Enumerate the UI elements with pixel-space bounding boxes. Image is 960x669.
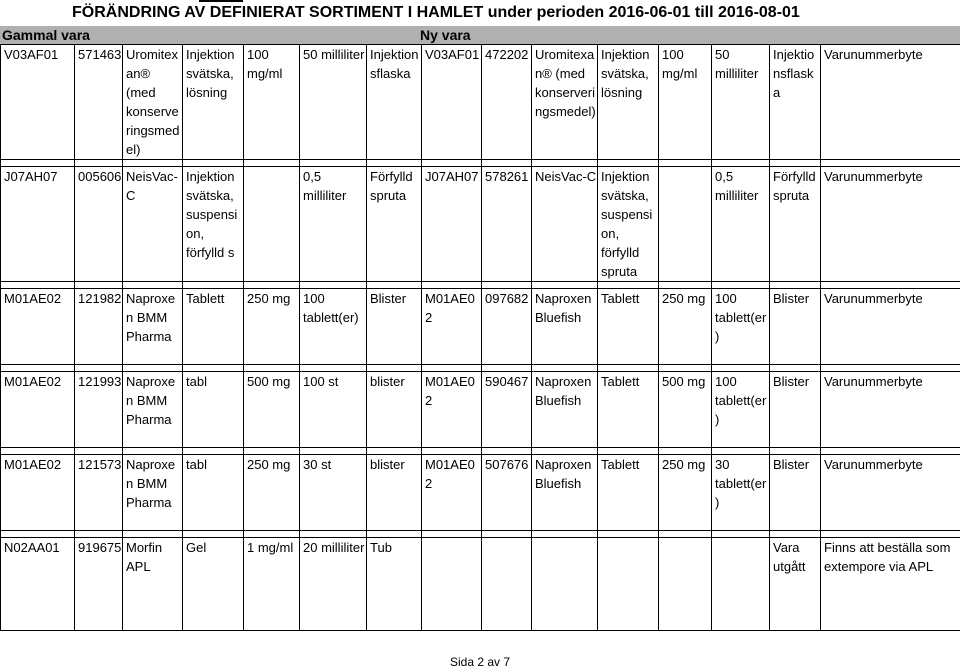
strength-cell: 100 mg/ml	[244, 45, 300, 160]
new-package-size-cell: 50 milliliter	[712, 45, 770, 160]
title-overline	[199, 0, 243, 2]
new-package-size-cell: 100 tablett(er)	[712, 372, 770, 448]
dosage-form-cell: tabl	[183, 372, 244, 448]
comment-cell: Varunummerbyte	[821, 289, 960, 365]
dosage-form-cell: Injektion svätska, lösning	[183, 45, 244, 160]
new-package-size-cell: 100 tablett(er)	[712, 289, 770, 365]
article-number-cell: 121573	[75, 455, 123, 531]
new-item-header: Ny vara	[420, 27, 471, 43]
article-number-cell: 121993	[75, 372, 123, 448]
new-strength-cell: 100 mg/ml	[659, 45, 712, 160]
new-article-number-cell: 472202	[482, 45, 532, 160]
strength-cell: 1 mg/ml	[244, 538, 300, 631]
strength-cell	[244, 167, 300, 282]
product-name-cell: Naproxen BMM Pharma	[123, 372, 183, 448]
new-article-number-cell	[482, 538, 532, 631]
package-size-cell: 50 milliliter	[300, 45, 367, 160]
article-number-cell: 005606	[75, 167, 123, 282]
new-atc-code-cell: M01AE02	[422, 289, 482, 365]
column-group-header	[0, 26, 960, 45]
new-product-name-cell: Naproxen Bluefish	[532, 289, 598, 365]
dosage-form-cell: tabl	[183, 455, 244, 531]
article-number-cell: 571463	[75, 45, 123, 160]
atc-code-cell: M01AE02	[1, 372, 75, 448]
new-strength-cell	[659, 167, 712, 282]
new-article-number-cell: 097682	[482, 289, 532, 365]
new-package-type-cell: Blister	[770, 289, 821, 365]
new-strength-cell: 250 mg	[659, 289, 712, 365]
dosage-form-cell: Gel	[183, 538, 244, 631]
table-row	[1, 538, 960, 631]
package-size-cell: 100 st	[300, 372, 367, 448]
strength-cell: 250 mg	[244, 289, 300, 365]
new-product-name-cell: Naproxen Bluefish	[532, 455, 598, 531]
dosage-form-cell: Injektion svätska, suspension, förfylld s	[183, 167, 244, 282]
product-name-cell: Morfin APL	[123, 538, 183, 631]
product-name-cell: Naproxen BMM Pharma	[123, 289, 183, 365]
product-name-cell: Naproxen BMM Pharma	[123, 455, 183, 531]
new-product-name-cell: Naproxen Bluefish	[532, 372, 598, 448]
strength-cell: 250 mg	[244, 455, 300, 531]
row-spacer	[1, 365, 960, 372]
table-row	[1, 167, 960, 282]
new-package-type-cell: Blister	[770, 372, 821, 448]
package-type-cell: Blister	[367, 289, 422, 365]
package-size-cell: 30 st	[300, 455, 367, 531]
atc-code-cell: J07AH07	[1, 167, 75, 282]
title-bar	[0, 0, 960, 24]
new-strength-cell: 250 mg	[659, 455, 712, 531]
comment-cell: Varunummerbyte	[821, 372, 960, 448]
comment-cell: Finns att beställa som extempore via APL	[821, 538, 960, 631]
table-row	[1, 45, 960, 160]
comment-cell: Varunummerbyte	[821, 45, 960, 160]
new-dosage-form-cell: Tablett	[598, 455, 659, 531]
new-package-type-cell: Injektionsflaska	[770, 45, 821, 160]
row-spacer	[1, 282, 960, 289]
old-item-header: Gammal vara	[2, 27, 90, 43]
package-size-cell: 20 milliliter	[300, 538, 367, 631]
comment-cell: Varunummerbyte	[821, 167, 960, 282]
new-atc-code-cell	[422, 538, 482, 631]
row-spacer	[1, 160, 960, 167]
dosage-form-cell: Tablett	[183, 289, 244, 365]
atc-code-cell: N02AA01	[1, 538, 75, 631]
new-article-number-cell: 507676	[482, 455, 532, 531]
new-package-type-cell: Förfylld spruta	[770, 167, 821, 282]
new-strength-cell: 500 mg	[659, 372, 712, 448]
package-type-cell: blister	[367, 455, 422, 531]
article-number-cell: 919675	[75, 538, 123, 631]
atc-code-cell: M01AE02	[1, 289, 75, 365]
new-package-size-cell	[712, 538, 770, 631]
new-dosage-form-cell: Injektion svätska, suspension, förfylld spruta	[598, 167, 659, 282]
package-type-cell: Injektionsflaska	[367, 45, 422, 160]
page-footer: Sida 2 av 7	[449, 655, 511, 669]
product-name-cell: Uromitexan® (med konserveringsmedel)	[123, 45, 183, 160]
new-package-size-cell: 0,5 milliliter	[712, 167, 770, 282]
new-product-name-cell: NeisVac-C	[532, 167, 598, 282]
atc-code-cell: V03AF01	[1, 45, 75, 160]
package-size-cell: 100 tablett(er)	[300, 289, 367, 365]
new-strength-cell	[659, 538, 712, 631]
page-title: FÖRÄNDRING AV DEFINIERAT SORTIMENT I HAMLET under perioden 2016-06-01 till 2016-08-01	[72, 4, 800, 21]
new-dosage-form-cell: Tablett	[598, 289, 659, 365]
row-spacer	[1, 531, 960, 538]
new-package-type-cell: Vara utgått	[770, 538, 821, 631]
new-product-name-cell	[532, 538, 598, 631]
new-article-number-cell: 578261	[482, 167, 532, 282]
new-dosage-form-cell	[598, 538, 659, 631]
table-row	[1, 372, 960, 448]
package-type-cell: blister	[367, 372, 422, 448]
row-spacer	[1, 448, 960, 455]
new-atc-code-cell: J07AH07	[422, 167, 482, 282]
table-row	[1, 455, 960, 531]
new-atc-code-cell: M01AE02	[422, 455, 482, 531]
table-row	[1, 289, 960, 365]
strength-cell: 500 mg	[244, 372, 300, 448]
package-type-cell: Tub	[367, 538, 422, 631]
new-package-size-cell: 30 tablett(er)	[712, 455, 770, 531]
new-atc-code-cell: M01AE02	[422, 372, 482, 448]
new-atc-code-cell: V03AF01	[422, 45, 482, 160]
atc-code-cell: M01AE02	[1, 455, 75, 531]
package-size-cell: 0,5 milliliter	[300, 167, 367, 282]
package-type-cell: Förfylld spruta	[367, 167, 422, 282]
product-change-table	[0, 44, 960, 631]
comment-cell: Varunummerbyte	[821, 455, 960, 531]
new-package-type-cell: Blister	[770, 455, 821, 531]
article-number-cell: 121982	[75, 289, 123, 365]
new-product-name-cell: Uromitexan® (med konserveringsmedel)	[532, 45, 598, 160]
product-name-cell: NeisVac-C	[123, 167, 183, 282]
new-dosage-form-cell: Tablett	[598, 372, 659, 448]
new-dosage-form-cell: Injektion svätska, lösning	[598, 45, 659, 160]
new-article-number-cell: 590467	[482, 372, 532, 448]
